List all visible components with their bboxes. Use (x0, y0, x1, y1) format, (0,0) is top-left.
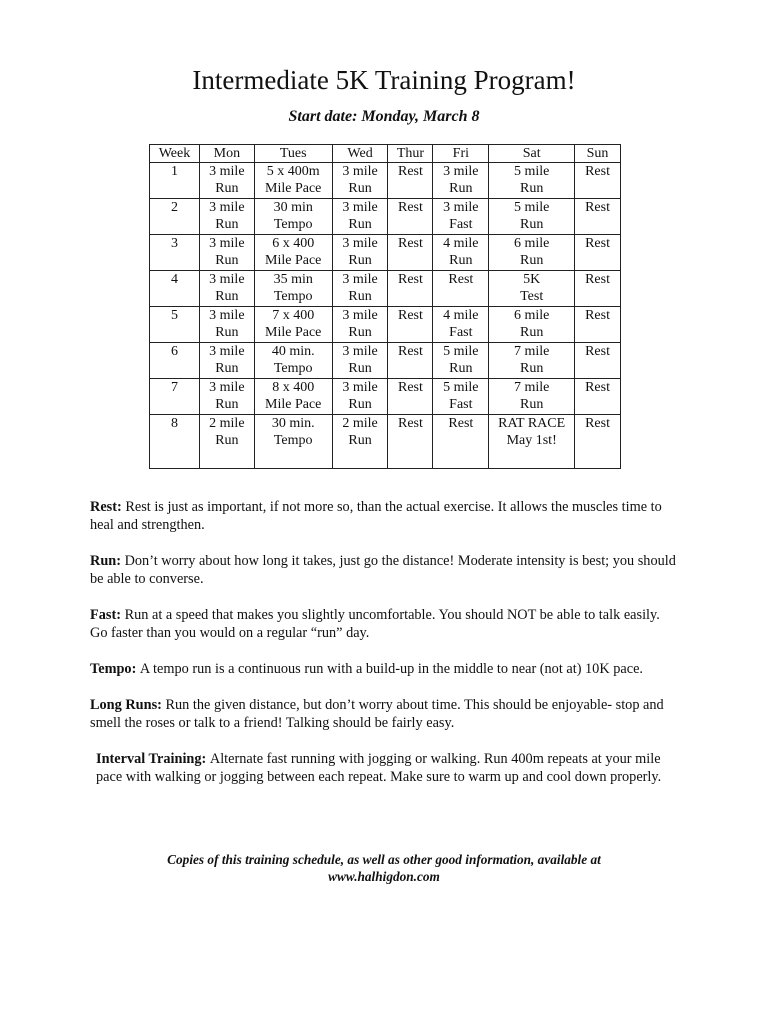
cell-wed (332, 379, 388, 415)
cell-line: 3 mile (209, 236, 245, 251)
cell-line: Rest (585, 164, 610, 179)
glossary (90, 498, 680, 804)
glossary-item-run (90, 552, 680, 588)
cell-tues (254, 379, 332, 415)
cell-line: Rest (398, 164, 423, 179)
cell-line: 8 x 400 (272, 380, 315, 395)
cell-wed (332, 307, 388, 343)
table-row (150, 379, 621, 415)
cell-line: 3 mile (443, 200, 479, 215)
cell-line: 3 (170, 236, 178, 251)
cell-sun (575, 199, 621, 235)
cell-line: 8 (170, 416, 178, 431)
cell-sat (489, 415, 575, 469)
cell-week (150, 307, 200, 343)
cell-line: Rest (398, 416, 423, 431)
glossary-item-tempo (90, 660, 680, 678)
glossary-separator: : (131, 661, 140, 677)
cell-thur (388, 415, 433, 469)
cell-line: Run (519, 181, 544, 196)
glossary-term: Interval Training (96, 751, 202, 767)
cell-line: Rest (585, 200, 610, 215)
cell-line: Rest (448, 272, 474, 287)
cell-line: Mile Pace (265, 397, 322, 412)
cell-line: 4 mile (443, 236, 479, 251)
cell-mon (199, 343, 254, 379)
cell-sun (575, 163, 621, 199)
glossary-item-interval-training (96, 750, 680, 786)
cell-line: 3 mile (209, 308, 245, 323)
cell-week (150, 415, 200, 469)
cell-line: Run (449, 181, 473, 196)
cell-wed (332, 235, 388, 271)
table-row (150, 343, 621, 379)
cell-line: Run (519, 325, 544, 340)
cell-sat (489, 271, 575, 307)
cell-line: 5 x 400m (266, 164, 320, 179)
cell-line: Run (215, 397, 239, 412)
table-row (150, 163, 621, 199)
glossary-term: Tempo (90, 661, 132, 677)
cell-line: Tempo (273, 361, 313, 376)
glossary-separator: : (117, 499, 126, 515)
table-row (150, 415, 621, 469)
cell-line: Rest (448, 416, 474, 431)
cell-line: Run (519, 361, 544, 376)
cell-line: 5 mile (513, 164, 550, 179)
cell-sat (489, 235, 575, 271)
cell-sun (575, 235, 621, 271)
cell-sun (575, 379, 621, 415)
cell-line: Tempo (273, 433, 313, 448)
cell-line: 30 min. (271, 416, 315, 431)
cell-line: 3 mile (342, 200, 378, 215)
glossary-separator: : (116, 553, 125, 569)
page-title: Intermediate 5K Training Program! (192, 65, 576, 95)
glossary-text: Don’t worry about how long it takes, just go the distance! Moderate intensity is best; you should be able to converse. (90, 553, 676, 587)
cell-line: 6 (170, 344, 178, 359)
cell-week (150, 235, 200, 271)
cell-mon (199, 415, 254, 469)
header-week: Week (150, 145, 200, 163)
cell-line: Test (520, 289, 544, 304)
glossary-text: Run the given distance, but don’t worry about time. This should be enjoyable- stop and smell the roses or talk to a friend! Talking should be fairly easy. (90, 697, 664, 731)
table-row (150, 307, 621, 343)
cell-line: Run (348, 217, 372, 232)
cell-line: Rest (585, 416, 610, 431)
start-date: Start date: Monday, March 8 (288, 108, 480, 125)
glossary-separator: : (116, 607, 125, 623)
cell-thur (388, 307, 433, 343)
glossary-separator: : (157, 697, 166, 713)
glossary-item-rest (90, 498, 680, 534)
header-wed: Wed (332, 145, 388, 163)
cell-line: Mile Pace (265, 181, 322, 196)
cell-line: 4 (170, 272, 178, 287)
cell-line: Rest (398, 308, 423, 323)
glossary-text: A tempo run is a continuous run with a build-up in the middle to near (not at) 10K pace. (139, 661, 643, 677)
cell-fri (433, 271, 489, 307)
cell-sun (575, 343, 621, 379)
cell-fri (433, 235, 489, 271)
cell-fri (433, 415, 489, 469)
cell-line: 3 mile (342, 272, 378, 287)
footer-website: www.halhigdon.com (328, 869, 440, 884)
training-schedule-table (149, 144, 621, 469)
cell-line: 3 mile (342, 236, 378, 251)
cell-sat (489, 379, 575, 415)
cell-wed (332, 343, 388, 379)
cell-line: Run (519, 253, 544, 268)
cell-line: Run (215, 181, 239, 196)
cell-line: 35 min (273, 272, 313, 287)
glossary-term: Fast (90, 607, 117, 623)
cell-line: Fast (449, 397, 473, 412)
cell-week (150, 343, 200, 379)
cell-week (150, 163, 200, 199)
cell-mon (199, 307, 254, 343)
cell-line: 7 mile (513, 380, 550, 395)
cell-line: Run (348, 253, 372, 268)
cell-line: RAT RACE (498, 416, 566, 431)
cell-line: 2 (170, 200, 178, 215)
cell-mon (199, 235, 254, 271)
cell-sun (575, 307, 621, 343)
cell-week (150, 199, 200, 235)
cell-tues (254, 271, 332, 307)
cell-line: Rest (398, 344, 423, 359)
cell-sat (489, 343, 575, 379)
cell-wed (332, 163, 388, 199)
cell-line: 7 mile (513, 344, 550, 359)
cell-line: 5 mile (443, 380, 479, 395)
cell-line: 4 mile (443, 308, 479, 323)
cell-line: 3 mile (209, 200, 245, 215)
schedule-header-row (150, 145, 621, 163)
header-tues: Tues (254, 145, 332, 163)
header-sun: Sun (575, 145, 621, 163)
cell-line: 5 mile (443, 344, 479, 359)
cell-line: Run (449, 253, 473, 268)
cell-line: Run (348, 325, 372, 340)
cell-line: 40 min. (271, 344, 315, 359)
cell-fri (433, 379, 489, 415)
cell-line: 5 (170, 308, 178, 323)
cell-line: 6 x 400 (272, 236, 315, 251)
header-thur: Thur (388, 145, 433, 163)
cell-line: Rest (585, 344, 610, 359)
glossary-text: Rest is just as important, if not more so, than the actual exercise. It allows the muscles time to heal and strengthen. (90, 499, 662, 533)
cell-line: Rest (398, 200, 423, 215)
cell-line: Run (348, 361, 372, 376)
cell-line: Run (215, 433, 239, 448)
cell-tues (254, 343, 332, 379)
cell-line: 1 (170, 164, 178, 179)
cell-sat (489, 199, 575, 235)
glossary-term: Long Runs (90, 697, 158, 713)
glossary-item-long-runs (90, 696, 680, 732)
table-row (150, 199, 621, 235)
cell-line: Rest (585, 308, 610, 323)
cell-line: 2 mile (342, 416, 378, 431)
header-sat: Sat (489, 145, 575, 163)
cell-line: Run (519, 217, 544, 232)
cell-week (150, 271, 200, 307)
cell-mon (199, 163, 254, 199)
cell-line: 3 mile (209, 164, 245, 179)
cell-line: Run (348, 289, 372, 304)
cell-line: Run (348, 181, 372, 196)
glossary-term: Rest (90, 499, 117, 515)
cell-thur (388, 379, 433, 415)
table-row (150, 235, 621, 271)
cell-sat (489, 163, 575, 199)
cell-line: Run (215, 361, 239, 376)
cell-thur (388, 199, 433, 235)
cell-line: 7 (170, 380, 178, 395)
glossary-text: Alternate fast running with jogging or walking. Run 400m repeats at your mile pace with walking or jogging between each repeat. Make sure to warm up and cool down properly. (96, 751, 662, 785)
cell-line: Rest (585, 380, 610, 395)
glossary-text: Run at a speed that makes you slightly uncomfortable. You should NOT be able to talk easily. Go faster than you would on a regular “run” day. (90, 607, 660, 641)
glossary-term: Run (90, 553, 117, 569)
cell-fri (433, 163, 489, 199)
cell-thur (388, 235, 433, 271)
cell-line: 2 mile (209, 416, 245, 431)
table-row (150, 271, 621, 307)
cell-tues (254, 415, 332, 469)
cell-line: Run (215, 289, 239, 304)
cell-line: Rest (398, 380, 423, 395)
cell-line: 6 mile (513, 308, 550, 323)
cell-line: 3 mile (209, 272, 245, 287)
cell-line: Run (348, 397, 372, 412)
cell-line: 3 mile (342, 380, 378, 395)
cell-line: 5K (523, 272, 541, 287)
cell-wed (332, 271, 388, 307)
cell-week (150, 379, 200, 415)
cell-tues (254, 163, 332, 199)
footer-note (100, 851, 668, 885)
cell-wed (332, 415, 388, 469)
cell-line: Run (215, 253, 239, 268)
cell-line: 3 mile (209, 344, 245, 359)
cell-sun (575, 271, 621, 307)
cell-line: 3 mile (342, 308, 378, 323)
cell-sun (575, 415, 621, 469)
cell-fri (433, 307, 489, 343)
header-mon: Mon (199, 145, 254, 163)
cell-line: Mile Pace (265, 325, 322, 340)
cell-fri (433, 199, 489, 235)
cell-line: Run (348, 433, 372, 448)
glossary-separator: : (201, 751, 210, 767)
cell-line: Rest (398, 236, 423, 251)
cell-line: 30 min (273, 200, 313, 215)
cell-line: May 1st! (506, 433, 557, 448)
header-fri: Fri (433, 145, 489, 163)
cell-line: Mile Pace (265, 253, 322, 268)
cell-line: 3 mile (443, 164, 479, 179)
cell-line: Run (519, 397, 544, 412)
cell-mon (199, 199, 254, 235)
cell-tues (254, 199, 332, 235)
footer-line: Copies of this training schedule, as well as other good information, available at (167, 852, 601, 867)
cell-fri (433, 343, 489, 379)
cell-line: 5 mile (513, 200, 550, 215)
cell-sat (489, 307, 575, 343)
cell-line: 3 mile (342, 344, 378, 359)
cell-wed (332, 199, 388, 235)
cell-line: 3 mile (342, 164, 378, 179)
cell-line: Rest (585, 236, 610, 251)
cell-mon (199, 271, 254, 307)
cell-thur (388, 343, 433, 379)
cell-line: Tempo (273, 217, 313, 232)
cell-line: Fast (449, 325, 473, 340)
cell-line: 3 mile (209, 380, 245, 395)
cell-line: Run (449, 361, 473, 376)
cell-line: Run (215, 217, 239, 232)
cell-tues (254, 307, 332, 343)
cell-line: Tempo (273, 289, 313, 304)
cell-line: Fast (449, 217, 473, 232)
cell-line: Run (215, 325, 239, 340)
cell-line: Rest (585, 272, 610, 287)
cell-line: 6 mile (513, 236, 550, 251)
cell-tues (254, 235, 332, 271)
cell-mon (199, 379, 254, 415)
cell-line: 7 x 400 (272, 308, 315, 323)
cell-thur (388, 271, 433, 307)
glossary-item-fast (90, 606, 680, 642)
cell-thur (388, 163, 433, 199)
cell-line: Rest (398, 272, 423, 287)
